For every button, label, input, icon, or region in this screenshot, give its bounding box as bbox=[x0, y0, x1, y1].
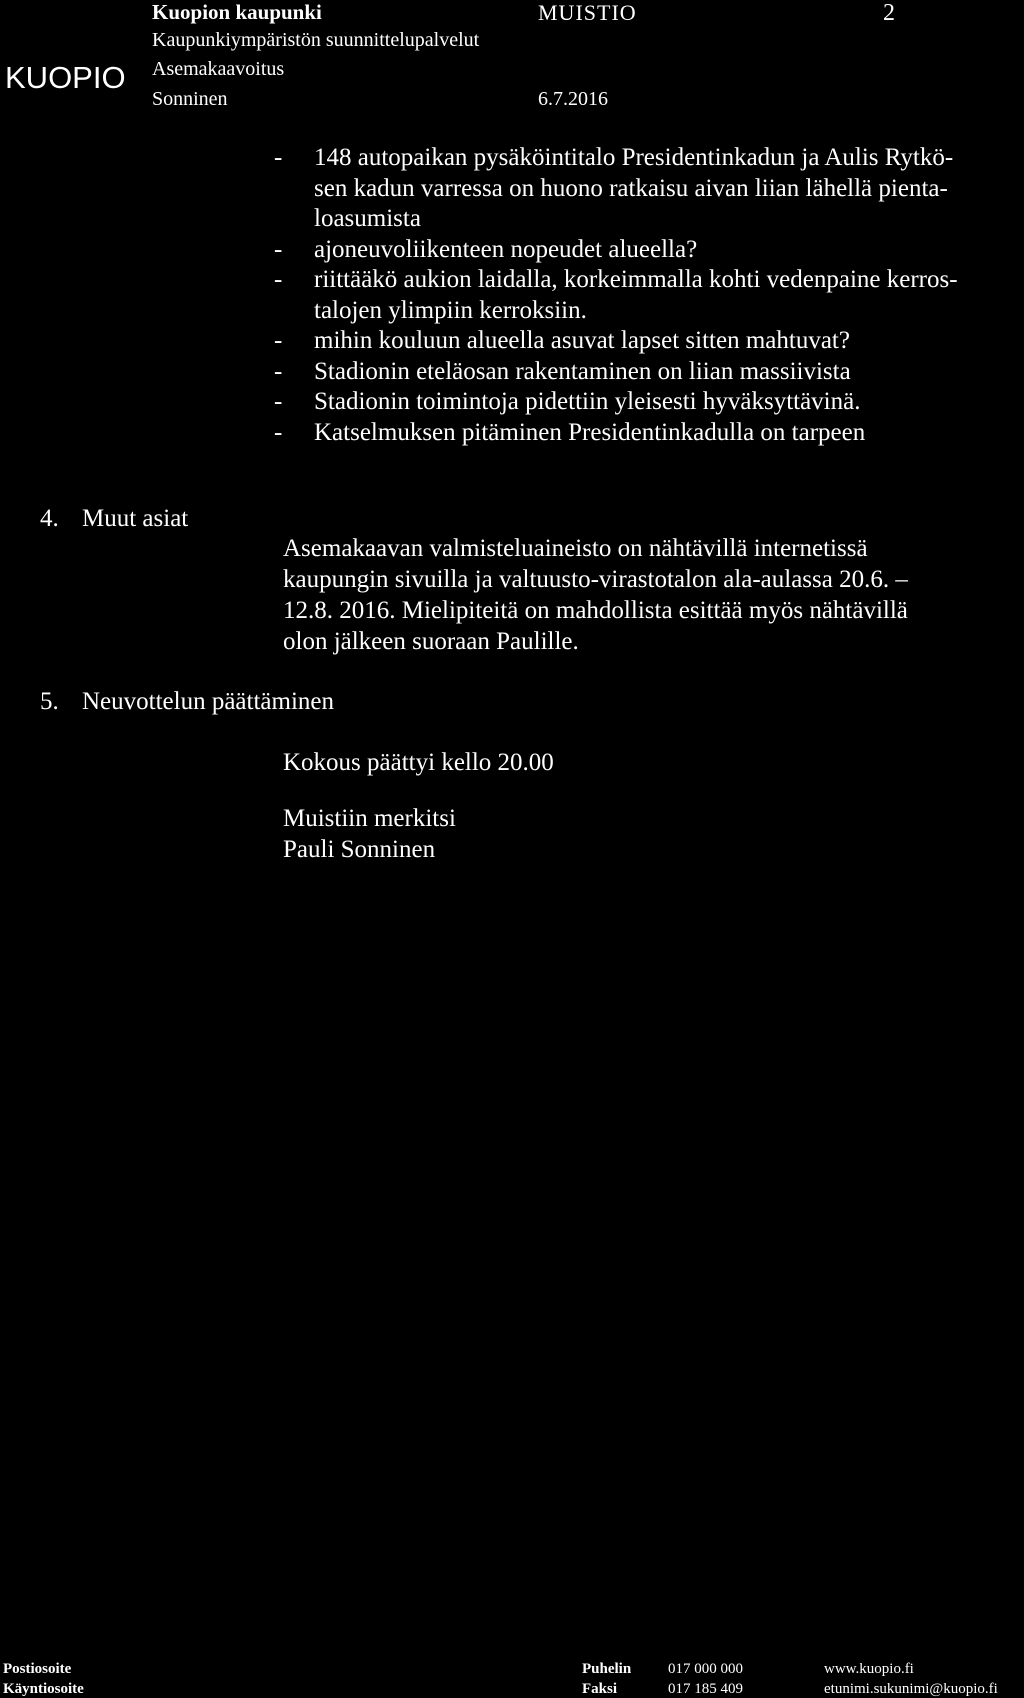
list-item-text: 148 autopaikan pysäköintitalo Presidentinkadun ja Aulis Rytkö- sen kadun varressa on huono ratkaisu aivan liian lähellä pienta- loasumista bbox=[314, 144, 954, 232]
recorded-by-label: Muistiin merkitsi bbox=[283, 805, 456, 832]
list-item bbox=[270, 418, 1010, 449]
bullet-dash: - bbox=[274, 418, 283, 446]
kuopio-logo: KUOPIO bbox=[5, 60, 126, 95]
list-item bbox=[270, 265, 1010, 326]
department-name: Kaupunkiympäristön suunnittelupalvelut bbox=[152, 29, 480, 51]
meeting-ended-text: Kokous päättyi kello 20.00 bbox=[283, 749, 554, 776]
organization-name: Kuopion kaupunki bbox=[152, 0, 322, 24]
document-date: 6.7.2016 bbox=[538, 88, 608, 110]
list-item-text: Stadionin eteläosan rakentaminen on liian massiivista bbox=[314, 357, 851, 385]
page-number: 2 bbox=[883, 0, 895, 26]
document-type: MUISTIO bbox=[538, 0, 637, 25]
list-item bbox=[270, 235, 1010, 266]
list-item bbox=[270, 387, 1010, 418]
bullet-dash: - bbox=[274, 388, 283, 415]
footer-phone-label: Puhelin bbox=[582, 1661, 632, 1677]
footer-phone: 017 000 000 bbox=[668, 1661, 743, 1677]
list-item-text: Stadionin toimintoja pidettiin yleisesti hyväksyttävinä. bbox=[314, 388, 861, 415]
list-item bbox=[270, 357, 1010, 388]
author-name: Sonninen bbox=[152, 88, 228, 110]
section-4-text: Asemakaavan valmisteluaineisto on nähtävillä internetissä kaupungin sivuilla ja valtuusto-virastotalon ala-aulassa 20.6. – 12.8. 2016. Mielipiteitä on mahdollista esittää myös nähtävillä olon jälkeen suoraan Paulille. bbox=[283, 535, 908, 655]
section-5-number: 5. bbox=[40, 688, 59, 715]
list-item bbox=[270, 326, 1010, 357]
list-item bbox=[270, 143, 1010, 235]
list-item-text: riittääkö aukion laidalla, korkeimmalla kohti vedenpaine kerros- talojen ylimpiin kerroksiin. bbox=[314, 266, 958, 324]
footer-visit-label: Käyntiosoite bbox=[3, 1681, 84, 1697]
list-item-text: mihin kouluun alueella asuvat lapset sitten mahtuvat? bbox=[314, 327, 850, 354]
bullet-dash: - bbox=[274, 327, 283, 354]
section-4-title: Muut asiat bbox=[82, 505, 189, 532]
section-4-number: 4. bbox=[40, 505, 59, 532]
bullet-dash: - bbox=[274, 266, 283, 293]
footer-email-link[interactable]: etunimi.sukunimi@kuopio.fi bbox=[824, 1681, 998, 1697]
feedback-bullet-list bbox=[270, 143, 1010, 448]
bullet-dash: - bbox=[274, 357, 283, 385]
bullet-dash: - bbox=[274, 235, 283, 263]
footer-postal-label: Postiosoite bbox=[3, 1661, 72, 1677]
footer-fax-label: Faksi bbox=[582, 1681, 618, 1697]
footer-website-link[interactable]: www.kuopio.fi bbox=[824, 1661, 914, 1677]
footer-fax: 017 185 409 bbox=[668, 1681, 743, 1697]
list-item-text: ajoneuvoliikenteen nopeudet alueella? bbox=[314, 235, 698, 263]
section-5-title: Neuvottelun päättäminen bbox=[82, 688, 335, 715]
unit-name: Asemakaavoitus bbox=[152, 58, 285, 80]
recorder-name: Pauli Sonninen bbox=[283, 836, 436, 863]
bullet-dash: - bbox=[274, 144, 283, 171]
list-item-text: Katselmuksen pitäminen Presidentinkadulla on tarpeen bbox=[314, 418, 866, 446]
